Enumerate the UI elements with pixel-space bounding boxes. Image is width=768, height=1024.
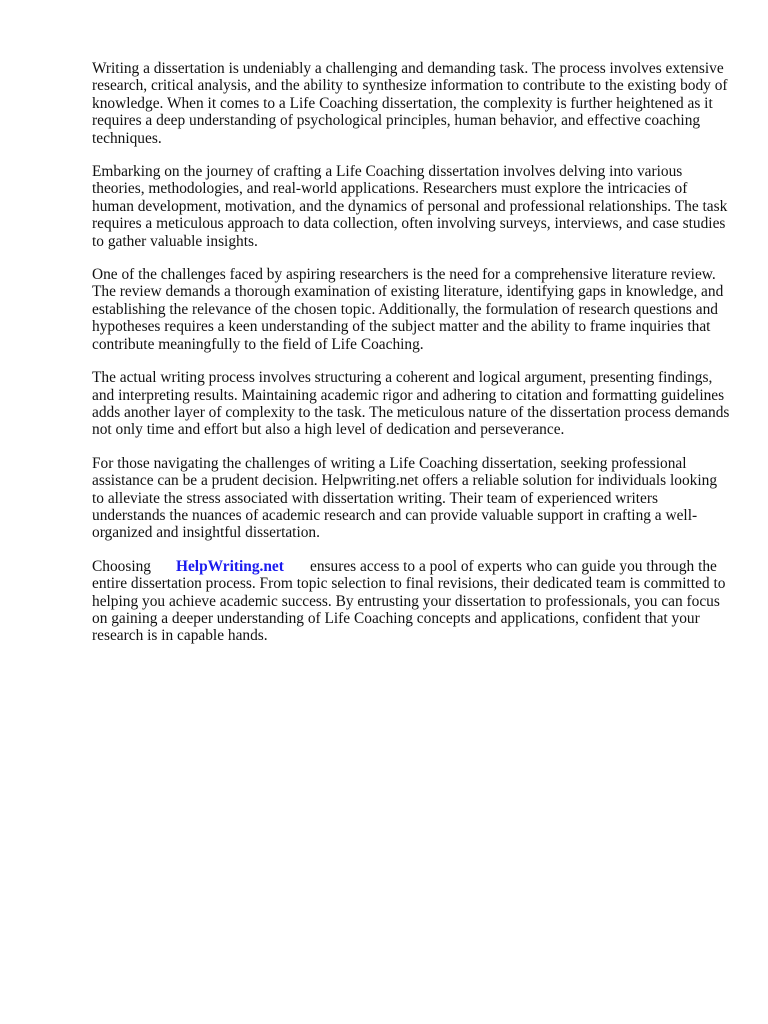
paragraph-3: One of the challenges faced by aspiring researchers is the need for a comprehensive literature review. The review demands a thorough examination of existing literature, identifying gaps in knowledge, and establishing the relevance of the chosen topic. Additionally, the formulation of research questions and hypotheses requires a keen understanding of the subject matter and the ability to frame inquiries that contribute meaningfully to the field of Life Coaching. — [92, 266, 724, 353]
paragraph-6-lead: Choosing — [92, 557, 152, 575]
paragraph-4: The actual writing process involves structuring a coherent and logical argument, presenting findings, and interpreting results. Maintaining academic rigor and adhering to citation and formatting guidelines adds another layer of complexity to the task. The meticulous nature of the dissertation process demands not only time and effort but also a high level of dedication and perseverance. — [92, 369, 730, 439]
helpwriting-link[interactable]: HelpWriting.net — [176, 557, 284, 575]
paragraph-6 — [92, 558, 732, 645]
paragraph-5: For those navigating the challenges of writing a Life Coaching dissertation, seeking professional assistance can be a prudent decision. Helpwriting.net offers a reliable solution for individuals looking to alleviate the stress associated with dissertation writing. Their team of experienced writers understands the nuances of academic research and can provide valuable support in crafting a well-organized and insightful dissertation. — [92, 454, 718, 542]
paragraph-1: Writing a dissertation is undeniably a challenging and demanding task. The process involves extensive research, critical analysis, and the ability to synthesize information to contribute to the existing body of knowledge. When it comes to a Life Coaching dissertation, the complexity is further heightened as it requires a deep understanding of psychological principles, human behavior, and effective coaching techniques. — [92, 60, 728, 147]
document-body — [92, 60, 732, 661]
paragraph-2: Embarking on the journey of crafting a Life Coaching dissertation involves delving into various theories, methodologies, and real-world applications. Researchers must explore the intricacies of human development, motivation, and the dynamics of personal and professional relationships. The task requires a meticulous approach to data collection, often involving surveys, interviews, and case studies to gather valuable insights. — [92, 163, 728, 250]
paragraph-6-rest: ensures access to a pool of experts who can guide you through the entire dissertation process. From topic selection to final revisions, their dedicated team is committed to helping you achieve academic success. By entrusting your dissertation to professionals, you can focus on gaining a deeper understanding of Life Coaching concepts and applications, confident that your research is in capable hands. — [92, 557, 726, 645]
